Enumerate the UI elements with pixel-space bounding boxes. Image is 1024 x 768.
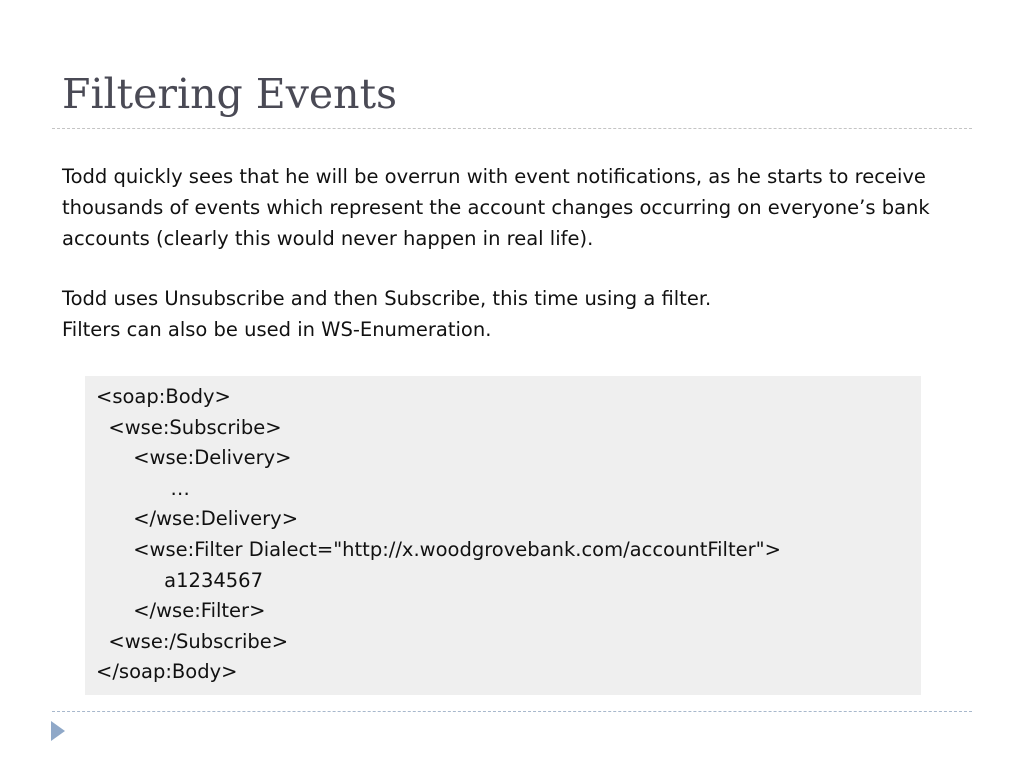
- code-line: …: [96, 476, 190, 500]
- code-line: <soap:Body>: [96, 385, 231, 408]
- code-line: </soap:Body>: [96, 660, 238, 684]
- code-line: </wse:Filter>: [96, 599, 266, 623]
- code-line: <wse:Filter Dialect="http://x.woodgrovebank.com/accountFilter">: [96, 537, 781, 561]
- triangle-bullet-icon: [51, 721, 65, 741]
- paragraph: Todd uses Unsubscribe and then Subscribe, this time using a filter.: [62, 287, 712, 310]
- code-line: <wse:/Subscribe>: [96, 629, 289, 653]
- code-line: a1234567: [96, 568, 263, 592]
- code-block: [85, 376, 921, 695]
- paragraph: Todd quickly sees that he will be overrun with event notifications, as he starts to receive thousands of events which represent the account changes occurring on everyone’s bank accounts (clearly this would never happen in real life).: [62, 165, 930, 250]
- title-divider: [52, 128, 972, 129]
- footer-divider: [52, 711, 972, 712]
- code-line: </wse:Delivery>: [96, 507, 299, 531]
- slide-body: [62, 161, 962, 345]
- paragraph: Filters can also be used in WS-Enumeration.: [62, 318, 492, 341]
- slide-title: Filtering Events: [62, 70, 398, 118]
- code-line: <wse:Subscribe>: [96, 415, 282, 439]
- code-line: <wse:Delivery>: [96, 446, 292, 470]
